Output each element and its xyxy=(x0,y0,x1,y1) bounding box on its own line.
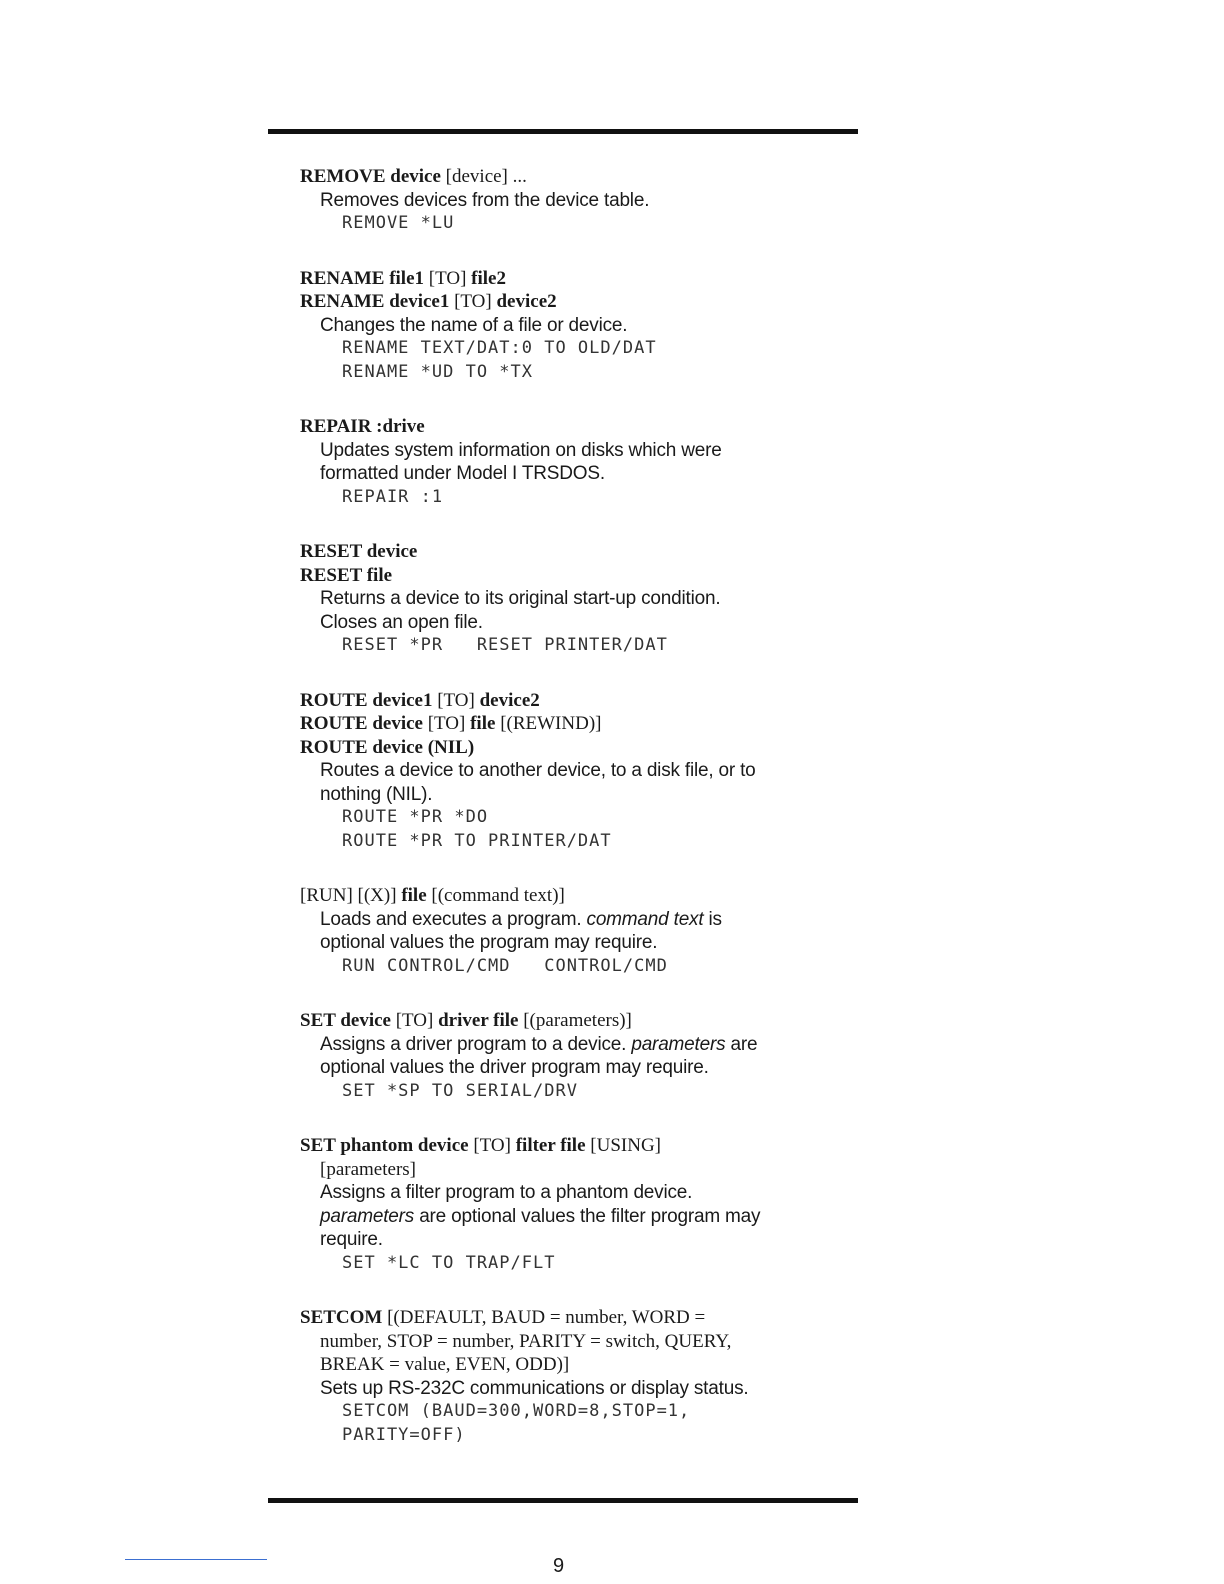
syntax-line: ROUTE device [TO] file [(REWIND)] xyxy=(300,713,602,734)
example: RENAME *UD TO *TX xyxy=(342,361,533,382)
footnote-rule xyxy=(125,1559,267,1560)
description: Changes the name of a file or device. xyxy=(320,314,628,336)
example: SETCOM (BAUD=300,WORD=8,STOP=1, xyxy=(342,1401,691,1421)
top-rule xyxy=(268,129,858,134)
page-number: 9 xyxy=(553,1555,565,1577)
description: Routes a device to another device, to a disk file, or to xyxy=(320,760,756,781)
syntax-line: SETCOM [(DEFAULT, BAUD = number, WORD = xyxy=(300,1307,706,1328)
example: REMOVE *LU xyxy=(342,213,455,233)
description: Removes devices from the device table. xyxy=(320,189,650,211)
example: RESET *PR RESET PRINTER/DAT xyxy=(342,635,668,655)
example: ROUTE *PR TO PRINTER/DAT xyxy=(342,830,612,851)
description: Returns a device to its original start-up condition. xyxy=(320,588,721,609)
syntax-line: SET device [TO] driver file [(parameters)] xyxy=(300,1010,632,1031)
example: PARITY=OFF) xyxy=(342,1424,466,1445)
syntax-line: RENAME file1 [TO] file2 xyxy=(300,267,506,289)
entry-run xyxy=(300,884,860,978)
example: SET *LC TO TRAP/FLT xyxy=(342,1252,556,1273)
example: RENAME TEXT/DAT:0 TO OLD/DAT xyxy=(342,338,657,358)
syntax-line: RENAME device1 [TO] device2 xyxy=(300,291,557,312)
entry-remove xyxy=(300,165,860,236)
syntax-line: SET phantom device [TO] filter file [USING] xyxy=(300,1135,661,1156)
example: REPAIR :1 xyxy=(342,486,444,507)
description: parameters are optional values the filter program may xyxy=(320,1205,761,1227)
syntax-line: [RUN] [(X)] file [(command text)] xyxy=(300,885,565,906)
entry-set xyxy=(300,1009,860,1103)
description: Updates system information on disks which were xyxy=(320,439,722,461)
entry-set-phantom xyxy=(300,1134,860,1275)
syntax-line: REPAIR :drive xyxy=(300,416,425,437)
entry-setcom xyxy=(300,1306,860,1447)
description: optional values the program may require. xyxy=(320,932,658,953)
description: Loads and executes a program. command text is xyxy=(320,908,722,930)
syntax-line: number, STOP = number, PARITY = switch, QUERY, xyxy=(320,1330,732,1352)
description: require. xyxy=(320,1229,383,1250)
entry-rename xyxy=(300,267,860,385)
example: ROUTE *PR *DO xyxy=(342,807,489,827)
description: formatted under Model I TRSDOS. xyxy=(320,463,605,484)
syntax-line: ROUTE device1 [TO] device2 xyxy=(300,689,540,711)
description: optional values the driver program may require. xyxy=(320,1057,709,1078)
description: Closes an open file. xyxy=(320,611,483,633)
example: SET *SP TO SERIAL/DRV xyxy=(342,1080,578,1101)
syntax-line: RESET file xyxy=(300,564,393,586)
description: Sets up RS-232C communications or display status. xyxy=(320,1377,749,1399)
entry-repair xyxy=(300,415,860,509)
entry-reset xyxy=(300,540,860,658)
syntax-line: BREAK = value, EVEN, ODD)] xyxy=(320,1354,570,1375)
syntax-line: RESET device xyxy=(300,541,418,562)
syntax-line: ROUTE device (NIL) xyxy=(300,736,475,758)
example: RUN CONTROL/CMD CONTROL/CMD xyxy=(342,955,668,976)
syntax-line: [parameters] xyxy=(320,1158,416,1180)
description: Assigns a filter program to a phantom device. xyxy=(320,1182,693,1203)
command-reference xyxy=(300,165,860,1478)
syntax-line: REMOVE device [device] ... xyxy=(300,166,527,187)
description: nothing (NIL). xyxy=(320,783,433,805)
description: Assigns a driver program to a device. parameters are xyxy=(320,1033,758,1055)
bottom-rule xyxy=(268,1498,858,1503)
entry-route xyxy=(300,689,860,854)
